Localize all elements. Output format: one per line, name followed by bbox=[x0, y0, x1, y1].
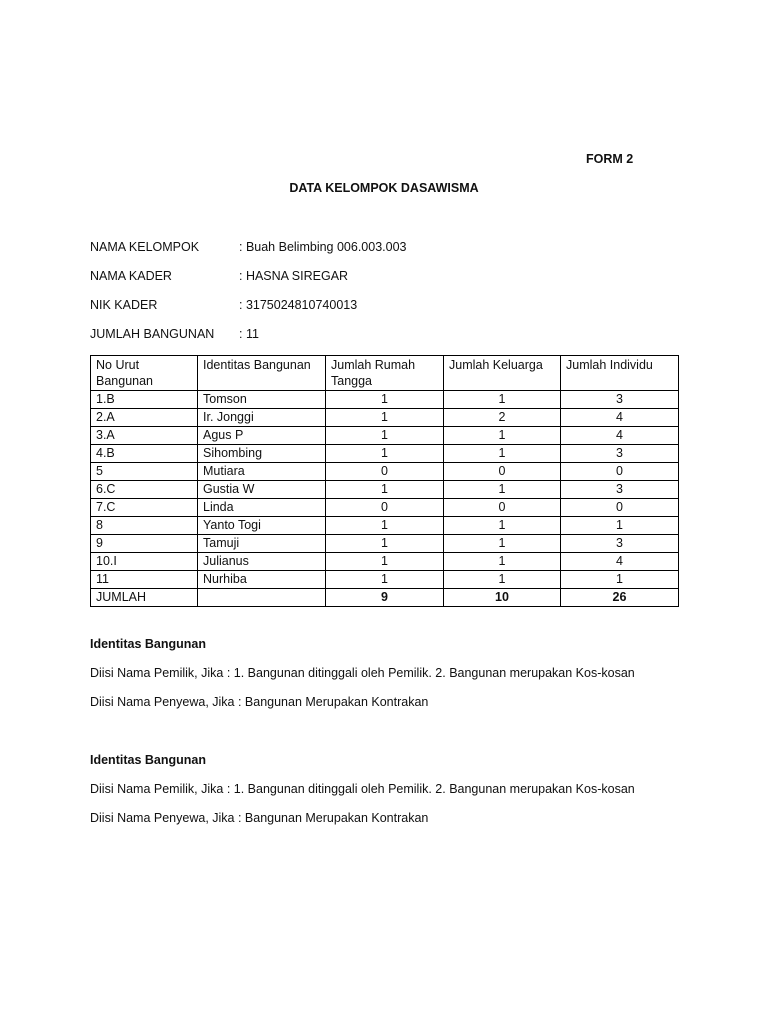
table-row bbox=[91, 535, 679, 553]
cell-individu: 4 bbox=[561, 427, 679, 445]
dasawisma-table bbox=[90, 355, 679, 607]
cell-identitas: Tomson bbox=[198, 391, 326, 409]
info-value: : Buah Belimbing 006.003.003 bbox=[239, 240, 407, 254]
cell-rumah-tangga: 0 bbox=[326, 463, 444, 481]
document-title: DATA KELOMPOK DASAWISMA bbox=[289, 181, 479, 195]
cell-identitas: Mutiara bbox=[198, 463, 326, 481]
cell-no-urut: 3.A bbox=[91, 427, 198, 445]
cell-keluarga: 0 bbox=[444, 463, 561, 481]
note-line: Diisi Nama Pemilik, Jika : 1. Bangunan ditinggali oleh Pemilik. 2. Bangunan merupakan Kos-kosan bbox=[90, 666, 635, 680]
cell-keluarga: 1 bbox=[444, 571, 561, 589]
cell-no-urut: 8 bbox=[91, 517, 198, 535]
cell-rumah-tangga: 1 bbox=[326, 391, 444, 409]
cell-individu: 4 bbox=[561, 553, 679, 571]
cell-identitas: Tamuji bbox=[198, 535, 326, 553]
note-block bbox=[90, 637, 635, 713]
total-individu: 26 bbox=[561, 589, 679, 607]
cell-keluarga: 1 bbox=[444, 481, 561, 499]
cell-rumah-tangga: 1 bbox=[326, 553, 444, 571]
cell-no-urut: 1.B bbox=[91, 391, 198, 409]
cell-identitas: Julianus bbox=[198, 553, 326, 571]
cell-no-urut: 7.C bbox=[91, 499, 198, 517]
table-row bbox=[91, 427, 679, 445]
cell-keluarga: 1 bbox=[444, 535, 561, 553]
cell-identitas: Sihombing bbox=[198, 445, 326, 463]
table-row bbox=[91, 409, 679, 427]
cell-rumah-tangga: 1 bbox=[326, 481, 444, 499]
cell-rumah-tangga: 1 bbox=[326, 409, 444, 427]
table-row bbox=[91, 391, 679, 409]
cell-identitas: Agus P bbox=[198, 427, 326, 445]
table-header-row bbox=[91, 356, 679, 391]
cell-no-urut: 11 bbox=[91, 571, 198, 589]
info-label: NIK KADER bbox=[90, 298, 158, 312]
cell-rumah-tangga: 1 bbox=[326, 535, 444, 553]
cell-no-urut: 9 bbox=[91, 535, 198, 553]
info-label: JUMLAH BANGUNAN bbox=[90, 327, 215, 341]
cell-individu: 1 bbox=[561, 571, 679, 589]
cell-keluarga: 1 bbox=[444, 553, 561, 571]
note-line: Diisi Nama Penyewa, Jika : Bangunan Merupakan Kontrakan bbox=[90, 811, 429, 825]
table-row bbox=[91, 463, 679, 481]
total-rumah-tangga: 9 bbox=[326, 589, 444, 607]
cell-rumah-tangga: 0 bbox=[326, 499, 444, 517]
note-heading: Identitas Bangunan bbox=[90, 753, 206, 767]
cell-no-urut: 4.B bbox=[91, 445, 198, 463]
total-label: JUMLAH bbox=[91, 589, 198, 607]
cell-individu: 3 bbox=[561, 445, 679, 463]
cell-identitas: Yanto Togi bbox=[198, 517, 326, 535]
table-total-row bbox=[91, 589, 679, 607]
cell-keluarga: 2 bbox=[444, 409, 561, 427]
cell-no-urut: 6.C bbox=[91, 481, 198, 499]
cell-keluarga: 1 bbox=[444, 427, 561, 445]
info-label: NAMA KADER bbox=[90, 269, 172, 283]
cell-rumah-tangga: 1 bbox=[326, 427, 444, 445]
cell-rumah-tangga: 1 bbox=[326, 445, 444, 463]
table-body bbox=[91, 391, 679, 607]
cell-no-urut: 2.A bbox=[91, 409, 198, 427]
note-heading: Identitas Bangunan bbox=[90, 637, 206, 651]
header-keluarga: Jumlah Keluarga bbox=[444, 356, 561, 391]
cell-keluarga: 1 bbox=[444, 445, 561, 463]
cell-identitas: Nurhiba bbox=[198, 571, 326, 589]
cell-keluarga: 1 bbox=[444, 391, 561, 409]
info-label: NAMA KELOMPOK bbox=[90, 240, 200, 254]
cell-individu: 4 bbox=[561, 409, 679, 427]
cell-rumah-tangga: 1 bbox=[326, 517, 444, 535]
note-line: Diisi Nama Penyewa, Jika : Bangunan Merupakan Kontrakan bbox=[90, 695, 429, 709]
form-code: FORM 2 bbox=[586, 152, 634, 166]
cell-individu: 3 bbox=[561, 391, 679, 409]
header-individu: Jumlah Individu bbox=[561, 356, 679, 391]
table-row bbox=[91, 517, 679, 535]
cell-no-urut: 10.I bbox=[91, 553, 198, 571]
cell-identitas: Ir. Jonggi bbox=[198, 409, 326, 427]
note-line: Diisi Nama Pemilik, Jika : 1. Bangunan ditinggali oleh Pemilik. 2. Bangunan merupakan Kos-kosan bbox=[90, 782, 635, 796]
table-row bbox=[91, 499, 679, 517]
cell-no-urut: 5 bbox=[91, 463, 198, 481]
cell-rumah-tangga: 1 bbox=[326, 571, 444, 589]
table-row bbox=[91, 481, 679, 499]
total-identitas bbox=[198, 589, 326, 607]
cell-individu: 3 bbox=[561, 535, 679, 553]
header-identitas: Identitas Bangunan bbox=[198, 356, 326, 391]
table-row bbox=[91, 445, 679, 463]
info-value: : 11 bbox=[239, 327, 259, 341]
cell-identitas: Linda bbox=[198, 499, 326, 517]
cell-individu: 0 bbox=[561, 463, 679, 481]
total-keluarga: 10 bbox=[444, 589, 561, 607]
cell-individu: 3 bbox=[561, 481, 679, 499]
table-row bbox=[91, 571, 679, 589]
info-value: : 3175024810740013 bbox=[239, 298, 358, 312]
table-row bbox=[91, 553, 679, 571]
note-block bbox=[90, 753, 635, 829]
header-rumah-tangga: Jumlah Rumah Tangga bbox=[326, 356, 444, 391]
cell-keluarga: 0 bbox=[444, 499, 561, 517]
header-no-urut: No Urut Bangunan bbox=[91, 356, 198, 391]
info-value: : HASNA SIREGAR bbox=[239, 269, 349, 283]
cell-keluarga: 1 bbox=[444, 517, 561, 535]
cell-identitas: Gustia W bbox=[198, 481, 326, 499]
cell-individu: 1 bbox=[561, 517, 679, 535]
cell-individu: 0 bbox=[561, 499, 679, 517]
